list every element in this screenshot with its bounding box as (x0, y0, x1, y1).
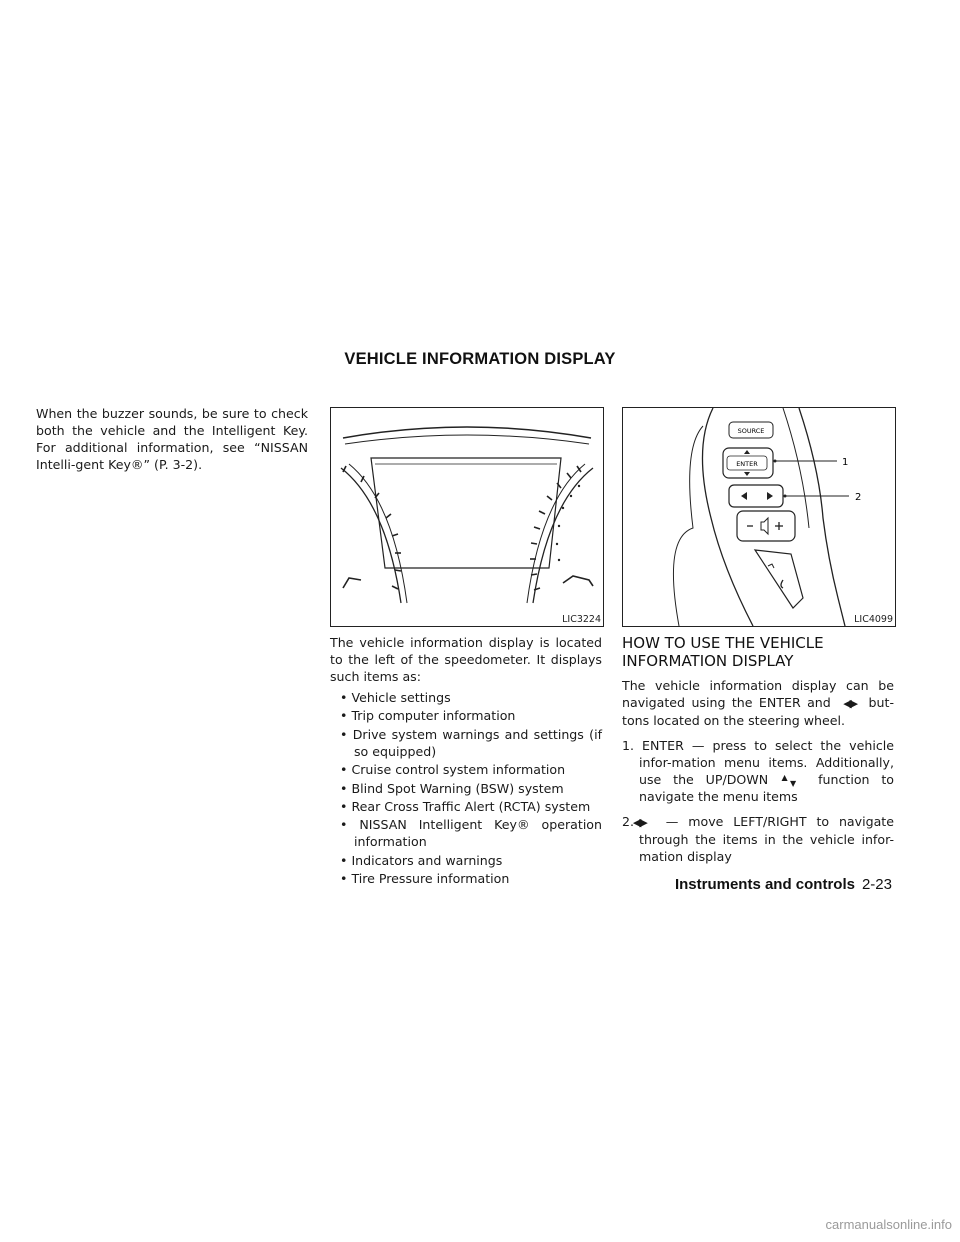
list-item: • NISSAN Intelligent Key® operation information (330, 816, 602, 850)
how-to-intro-end: but-tons located on the steering wheel. (622, 695, 894, 728)
list-item: • Tire Pressure information (330, 870, 602, 887)
how-to-intro-text: The vehicle information display can be navigated using the ENTER and (622, 678, 894, 710)
section-title: VEHICLE INFORMATION DISPLAY (344, 350, 616, 368)
enter-button-label: ENTER (736, 460, 758, 468)
how-to-section (622, 677, 894, 865)
how-to-heading: HOW TO USE THE VEHICLE INFORMATION DISPLAY (622, 634, 824, 670)
display-description (330, 634, 602, 889)
figure-label: LIC3224 (562, 614, 601, 625)
callout-2: 2 (855, 492, 862, 503)
step-1-end: function to navigate the menu items (639, 772, 894, 804)
list-item: • Vehicle settings (330, 689, 602, 706)
page-number: 2-23 (861, 876, 892, 893)
meter-cluster-figure (330, 407, 604, 627)
step-1 (622, 737, 894, 805)
list-item: • Blind Spot Warning (BSW) system (330, 780, 602, 797)
list-item: • Rear Cross Traffic Alert (RCTA) system (330, 798, 602, 815)
steering-switch-figure (622, 407, 896, 627)
step-2: 2. ◀▶ — move LEFT/RIGHT to navigate through the items in the vehicle infor-mation display (622, 814, 894, 864)
item-list (330, 689, 602, 887)
how-to-intro (622, 677, 894, 729)
watermark: carmanualsonline.info (825, 1217, 952, 1232)
list-item: • Drive system warnings and settings (if so equipped) (330, 726, 602, 760)
list-item: • Trip computer information (330, 707, 602, 724)
step-2-text: — move LEFT/RIGHT to navigate through the items in the vehicle infor-mation display (639, 814, 894, 864)
left-right-arrows-icon: ◀▶ (843, 697, 857, 710)
footer-section: Instruments and controls (674, 876, 855, 893)
steering-switch-illustration (623, 408, 895, 626)
meter-cluster-illustration (331, 408, 603, 626)
list-item: • Indicators and warnings (330, 852, 602, 869)
figure-label: LIC4099 (854, 614, 893, 625)
source-button-label: SOURCE (737, 427, 765, 435)
list-item: • Cruise control system information (330, 761, 602, 778)
step-2-number: 2. (622, 814, 635, 829)
callout-1: 1 (842, 457, 849, 468)
description-text: The vehicle information display is located to the left of the speedometer. It displays such items as: (330, 635, 602, 684)
up-down-arrows-icon: ▲ ▼ (781, 772, 797, 788)
page-footer (675, 876, 892, 893)
step-1-text: 1. ENTER — press to select the vehicle infor-mation menu items. Additionally, use the UP/DOWN (622, 738, 894, 787)
intro-paragraph: When the buzzer sounds, be sure to check both the vehicle and the Intelligent Key. For additional information, see “NISSAN Intelli-gent Key®” (P. 3-2). (36, 406, 308, 472)
